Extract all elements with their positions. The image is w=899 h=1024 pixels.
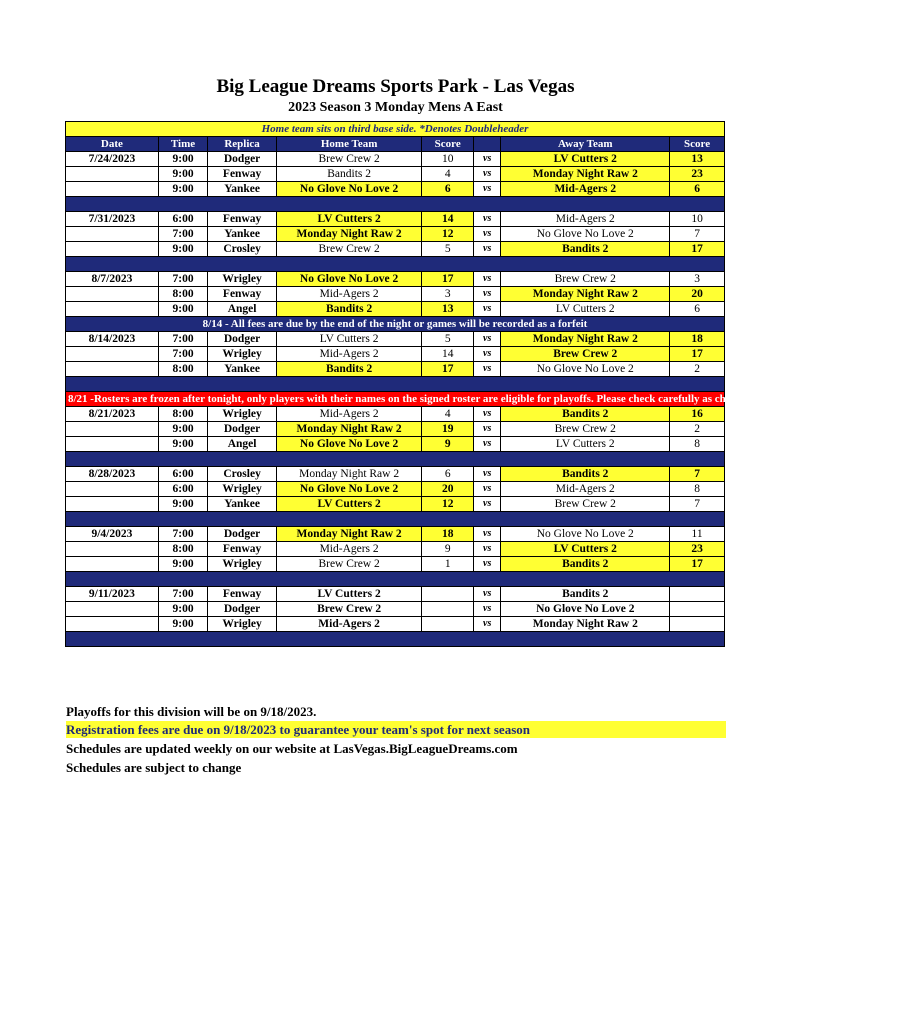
game-row <box>66 617 725 632</box>
away-score: 7 <box>670 467 725 482</box>
header-away-team: Away Team <box>501 137 670 152</box>
home-team: Monday Night Raw 2 <box>276 527 422 542</box>
away-score: 6 <box>670 302 725 317</box>
schedule-body <box>66 122 899 647</box>
away-score: 23 <box>670 167 725 182</box>
fee-banner-text: 8/14 - All fees are due by the end of the night or games will be recorded as a forfeit <box>66 317 725 332</box>
game-row <box>66 272 725 287</box>
game-date <box>66 542 159 557</box>
game-replica: Yankee <box>208 182 277 197</box>
vs-label: vs <box>474 242 501 257</box>
home-score <box>422 602 474 617</box>
game-date <box>66 617 159 632</box>
away-score: 17 <box>670 242 725 257</box>
vs-label: vs <box>474 332 501 347</box>
home-score: 12 <box>422 227 474 242</box>
game-date <box>66 362 159 377</box>
away-score: 18 <box>670 332 725 347</box>
home-score: 4 <box>422 167 474 182</box>
home-score: 9 <box>422 542 474 557</box>
away-score: 8 <box>670 437 725 452</box>
home-score: 3 <box>422 287 474 302</box>
game-time: 6:00 <box>158 212 208 227</box>
home-team: Mid-Agers 2 <box>276 287 422 302</box>
game-row <box>66 557 725 572</box>
away-team: Bandits 2 <box>501 242 670 257</box>
away-score <box>670 587 725 602</box>
away-score: 7 <box>670 497 725 512</box>
home-score: 13 <box>422 302 474 317</box>
away-score <box>670 617 725 632</box>
vs-label: vs <box>474 287 501 302</box>
game-row <box>66 227 725 242</box>
away-team: Mid-Agers 2 <box>501 182 670 197</box>
game-row <box>66 407 725 422</box>
home-team: Brew Crew 2 <box>276 152 422 167</box>
week-separator <box>66 632 725 647</box>
game-time: 9:00 <box>158 242 208 257</box>
page-subtitle: 2023 Season 3 Monday Mens A East <box>288 100 503 115</box>
game-replica: Yankee <box>208 227 277 242</box>
game-replica: Wrigley <box>208 617 277 632</box>
game-date: 8/7/2023 <box>66 272 159 287</box>
vs-label: vs <box>474 167 501 182</box>
game-row <box>66 587 725 602</box>
separator-cell <box>66 452 725 467</box>
separator-cell <box>66 257 725 272</box>
vs-label: vs <box>474 152 501 167</box>
away-score: 2 <box>670 362 725 377</box>
vs-label: vs <box>474 467 501 482</box>
home-score: 6 <box>422 467 474 482</box>
separator-cell <box>66 632 725 647</box>
game-date <box>66 242 159 257</box>
game-replica: Wrigley <box>208 557 277 572</box>
away-team: Brew Crew 2 <box>501 497 670 512</box>
vs-label: vs <box>474 497 501 512</box>
week-separator <box>66 197 725 212</box>
game-row <box>66 527 725 542</box>
game-date <box>66 182 159 197</box>
game-date <box>66 557 159 572</box>
away-team: LV Cutters 2 <box>501 302 670 317</box>
header-home-score: Score <box>422 137 474 152</box>
away-team: LV Cutters 2 <box>501 542 670 557</box>
game-date <box>66 497 159 512</box>
away-score: 7 <box>670 227 725 242</box>
home-team: Mid-Agers 2 <box>276 407 422 422</box>
away-score: 2 <box>670 422 725 437</box>
separator-cell <box>66 377 725 392</box>
game-row <box>66 497 725 512</box>
vs-label: vs <box>474 212 501 227</box>
home-team: Mid-Agers 2 <box>276 542 422 557</box>
home-score: 20 <box>422 482 474 497</box>
game-replica: Yankee <box>208 362 277 377</box>
game-time: 7:00 <box>158 347 208 362</box>
week-separator <box>66 257 725 272</box>
game-replica: Fenway <box>208 587 277 602</box>
game-date: 7/24/2023 <box>66 152 159 167</box>
game-replica: Wrigley <box>208 272 277 287</box>
game-date: 9/11/2023 <box>66 587 159 602</box>
home-team: Brew Crew 2 <box>276 557 422 572</box>
roster-notice-text: 8/21 -Rosters are frozen after tonight, only players with their names on the signed roster are eligible for playoffs. Please check carefully as changes will not be made for omissions. <box>66 392 725 407</box>
game-row <box>66 302 725 317</box>
away-score: 20 <box>670 287 725 302</box>
note-text: Home team sits on third base side. *Denotes Doubleheader <box>66 122 725 137</box>
page-title: Big League Dreams Sports Park - Las Vegas <box>216 76 575 97</box>
game-replica: Dodger <box>208 422 277 437</box>
footer-registration: Registration fees are due on 9/18/2023 to guarantee your team's spot for next season <box>66 721 726 738</box>
game-time: 9:00 <box>158 602 208 617</box>
footer-website: Schedules are updated weekly on our website at LasVegas.BigLeagueDreams.com <box>66 741 518 756</box>
game-date: 7/31/2023 <box>66 212 159 227</box>
home-score <box>422 617 474 632</box>
home-team: No Glove No Love 2 <box>276 182 422 197</box>
away-team: Monday Night Raw 2 <box>501 287 670 302</box>
away-team: Mid-Agers 2 <box>501 482 670 497</box>
home-score: 6 <box>422 182 474 197</box>
game-row <box>66 437 725 452</box>
header-vs <box>474 137 501 152</box>
home-team: Bandits 2 <box>276 302 422 317</box>
away-score: 13 <box>670 152 725 167</box>
home-score: 14 <box>422 212 474 227</box>
header-away-score: Score <box>670 137 725 152</box>
game-replica: Fenway <box>208 287 277 302</box>
away-score: 23 <box>670 542 725 557</box>
home-team: Mid-Agers 2 <box>276 617 422 632</box>
week-separator <box>66 452 725 467</box>
week-separator <box>66 512 725 527</box>
home-team: Monday Night Raw 2 <box>276 227 422 242</box>
game-row <box>66 167 725 182</box>
game-replica: Crosley <box>208 467 277 482</box>
vs-label: vs <box>474 587 501 602</box>
home-team: LV Cutters 2 <box>276 212 422 227</box>
game-time: 9:00 <box>158 557 208 572</box>
game-row <box>66 212 725 227</box>
game-time: 9:00 <box>158 422 208 437</box>
home-score: 5 <box>422 332 474 347</box>
vs-label: vs <box>474 302 501 317</box>
home-team: Brew Crew 2 <box>276 602 422 617</box>
schedule-table <box>65 121 899 647</box>
game-date <box>66 422 159 437</box>
game-date <box>66 227 159 242</box>
game-row <box>66 542 725 557</box>
footer-playoffs: Playoffs for this division will be on 9/18/2023. <box>66 704 317 719</box>
vs-label: vs <box>474 227 501 242</box>
game-time: 9:00 <box>158 167 208 182</box>
away-team: No Glove No Love 2 <box>501 602 670 617</box>
game-date: 8/21/2023 <box>66 407 159 422</box>
vs-label: vs <box>474 407 501 422</box>
game-replica: Dodger <box>208 332 277 347</box>
game-row <box>66 182 725 197</box>
week-separator <box>66 377 725 392</box>
roster-notice-row <box>66 392 725 407</box>
footer-subject: Schedules are subject to change <box>66 760 242 775</box>
game-replica: Angel <box>208 437 277 452</box>
vs-label: vs <box>474 272 501 287</box>
away-team: Brew Crew 2 <box>501 422 670 437</box>
away-score: 17 <box>670 557 725 572</box>
fee-banner-row <box>66 317 725 332</box>
home-team: No Glove No Love 2 <box>276 272 422 287</box>
game-time: 7:00 <box>158 587 208 602</box>
game-row <box>66 152 725 167</box>
separator-cell <box>66 572 725 587</box>
away-team: Monday Night Raw 2 <box>501 617 670 632</box>
home-score <box>422 587 474 602</box>
game-time: 9:00 <box>158 437 208 452</box>
game-date <box>66 347 159 362</box>
home-team: Bandits 2 <box>276 167 422 182</box>
vs-label: vs <box>474 422 501 437</box>
game-time: 9:00 <box>158 617 208 632</box>
away-score: 3 <box>670 272 725 287</box>
game-date <box>66 302 159 317</box>
home-score: 10 <box>422 152 474 167</box>
game-row <box>66 362 725 377</box>
header-row <box>66 137 725 152</box>
away-score: 8 <box>670 482 725 497</box>
game-date <box>66 437 159 452</box>
separator-cell <box>66 512 725 527</box>
home-score: 4 <box>422 407 474 422</box>
game-replica: Dodger <box>208 527 277 542</box>
away-team: Bandits 2 <box>501 467 670 482</box>
away-score: 10 <box>670 212 725 227</box>
separator-cell <box>66 197 725 212</box>
game-row <box>66 602 725 617</box>
vs-label: vs <box>474 482 501 497</box>
away-team: Mid-Agers 2 <box>501 212 670 227</box>
home-team: LV Cutters 2 <box>276 497 422 512</box>
game-replica: Angel <box>208 302 277 317</box>
vs-label: vs <box>474 437 501 452</box>
header-time: Time <box>158 137 208 152</box>
home-team: No Glove No Love 2 <box>276 437 422 452</box>
away-score: 6 <box>670 182 725 197</box>
away-team: Bandits 2 <box>501 557 670 572</box>
game-date: 9/4/2023 <box>66 527 159 542</box>
game-date: 8/28/2023 <box>66 467 159 482</box>
game-time: 7:00 <box>158 332 208 347</box>
game-row <box>66 242 725 257</box>
vs-label: vs <box>474 362 501 377</box>
note-row <box>66 122 725 137</box>
game-date <box>66 287 159 302</box>
away-score: 17 <box>670 347 725 362</box>
vs-label: vs <box>474 602 501 617</box>
game-time: 9:00 <box>158 302 208 317</box>
game-time: 8:00 <box>158 362 208 377</box>
away-team: No Glove No Love 2 <box>501 362 670 377</box>
home-score: 9 <box>422 437 474 452</box>
away-team: No Glove No Love 2 <box>501 527 670 542</box>
away-team: LV Cutters 2 <box>501 437 670 452</box>
home-score: 12 <box>422 497 474 512</box>
game-time: 9:00 <box>158 497 208 512</box>
away-score: 16 <box>670 407 725 422</box>
game-date <box>66 482 159 497</box>
vs-label: vs <box>474 527 501 542</box>
game-replica: Fenway <box>208 542 277 557</box>
home-score: 19 <box>422 422 474 437</box>
game-time: 7:00 <box>158 227 208 242</box>
game-row <box>66 332 725 347</box>
home-score: 14 <box>422 347 474 362</box>
away-team: Bandits 2 <box>501 407 670 422</box>
away-team: Brew Crew 2 <box>501 272 670 287</box>
game-replica: Fenway <box>208 167 277 182</box>
game-row <box>66 347 725 362</box>
game-replica: Wrigley <box>208 482 277 497</box>
game-row <box>66 467 725 482</box>
game-time: 9:00 <box>158 152 208 167</box>
home-team: Mid-Agers 2 <box>276 347 422 362</box>
away-score: 11 <box>670 527 725 542</box>
game-replica: Yankee <box>208 497 277 512</box>
game-replica: Fenway <box>208 212 277 227</box>
home-score: 5 <box>422 242 474 257</box>
game-row <box>66 482 725 497</box>
home-score: 17 <box>422 362 474 377</box>
game-row <box>66 422 725 437</box>
game-time: 6:00 <box>158 482 208 497</box>
vs-label: vs <box>474 347 501 362</box>
away-score <box>670 602 725 617</box>
home-score: 18 <box>422 527 474 542</box>
game-time: 9:00 <box>158 182 208 197</box>
game-time: 8:00 <box>158 407 208 422</box>
game-replica: Dodger <box>208 602 277 617</box>
home-score: 1 <box>422 557 474 572</box>
vs-label: vs <box>474 617 501 632</box>
game-replica: Wrigley <box>208 347 277 362</box>
home-team: Monday Night Raw 2 <box>276 467 422 482</box>
game-row <box>66 287 725 302</box>
game-date <box>66 602 159 617</box>
home-team: LV Cutters 2 <box>276 587 422 602</box>
game-time: 7:00 <box>158 527 208 542</box>
week-separator <box>66 572 725 587</box>
game-time: 8:00 <box>158 542 208 557</box>
home-team: Bandits 2 <box>276 362 422 377</box>
game-replica: Crosley <box>208 242 277 257</box>
header-date: Date <box>66 137 159 152</box>
header-replica: Replica <box>208 137 277 152</box>
header-home-team: Home Team <box>276 137 422 152</box>
home-team: Monday Night Raw 2 <box>276 422 422 437</box>
game-time: 7:00 <box>158 272 208 287</box>
game-replica: Wrigley <box>208 407 277 422</box>
home-score: 17 <box>422 272 474 287</box>
game-date <box>66 167 159 182</box>
vs-label: vs <box>474 182 501 197</box>
vs-label: vs <box>474 557 501 572</box>
home-team: LV Cutters 2 <box>276 332 422 347</box>
away-team: Monday Night Raw 2 <box>501 167 670 182</box>
away-team: Brew Crew 2 <box>501 347 670 362</box>
game-date: 8/14/2023 <box>66 332 159 347</box>
home-team: Brew Crew 2 <box>276 242 422 257</box>
home-team: No Glove No Love 2 <box>276 482 422 497</box>
away-team: Monday Night Raw 2 <box>501 332 670 347</box>
game-time: 8:00 <box>158 287 208 302</box>
game-replica: Dodger <box>208 152 277 167</box>
game-time: 6:00 <box>158 467 208 482</box>
away-team: Bandits 2 <box>501 587 670 602</box>
away-team: LV Cutters 2 <box>501 152 670 167</box>
away-team: No Glove No Love 2 <box>501 227 670 242</box>
vs-label: vs <box>474 542 501 557</box>
